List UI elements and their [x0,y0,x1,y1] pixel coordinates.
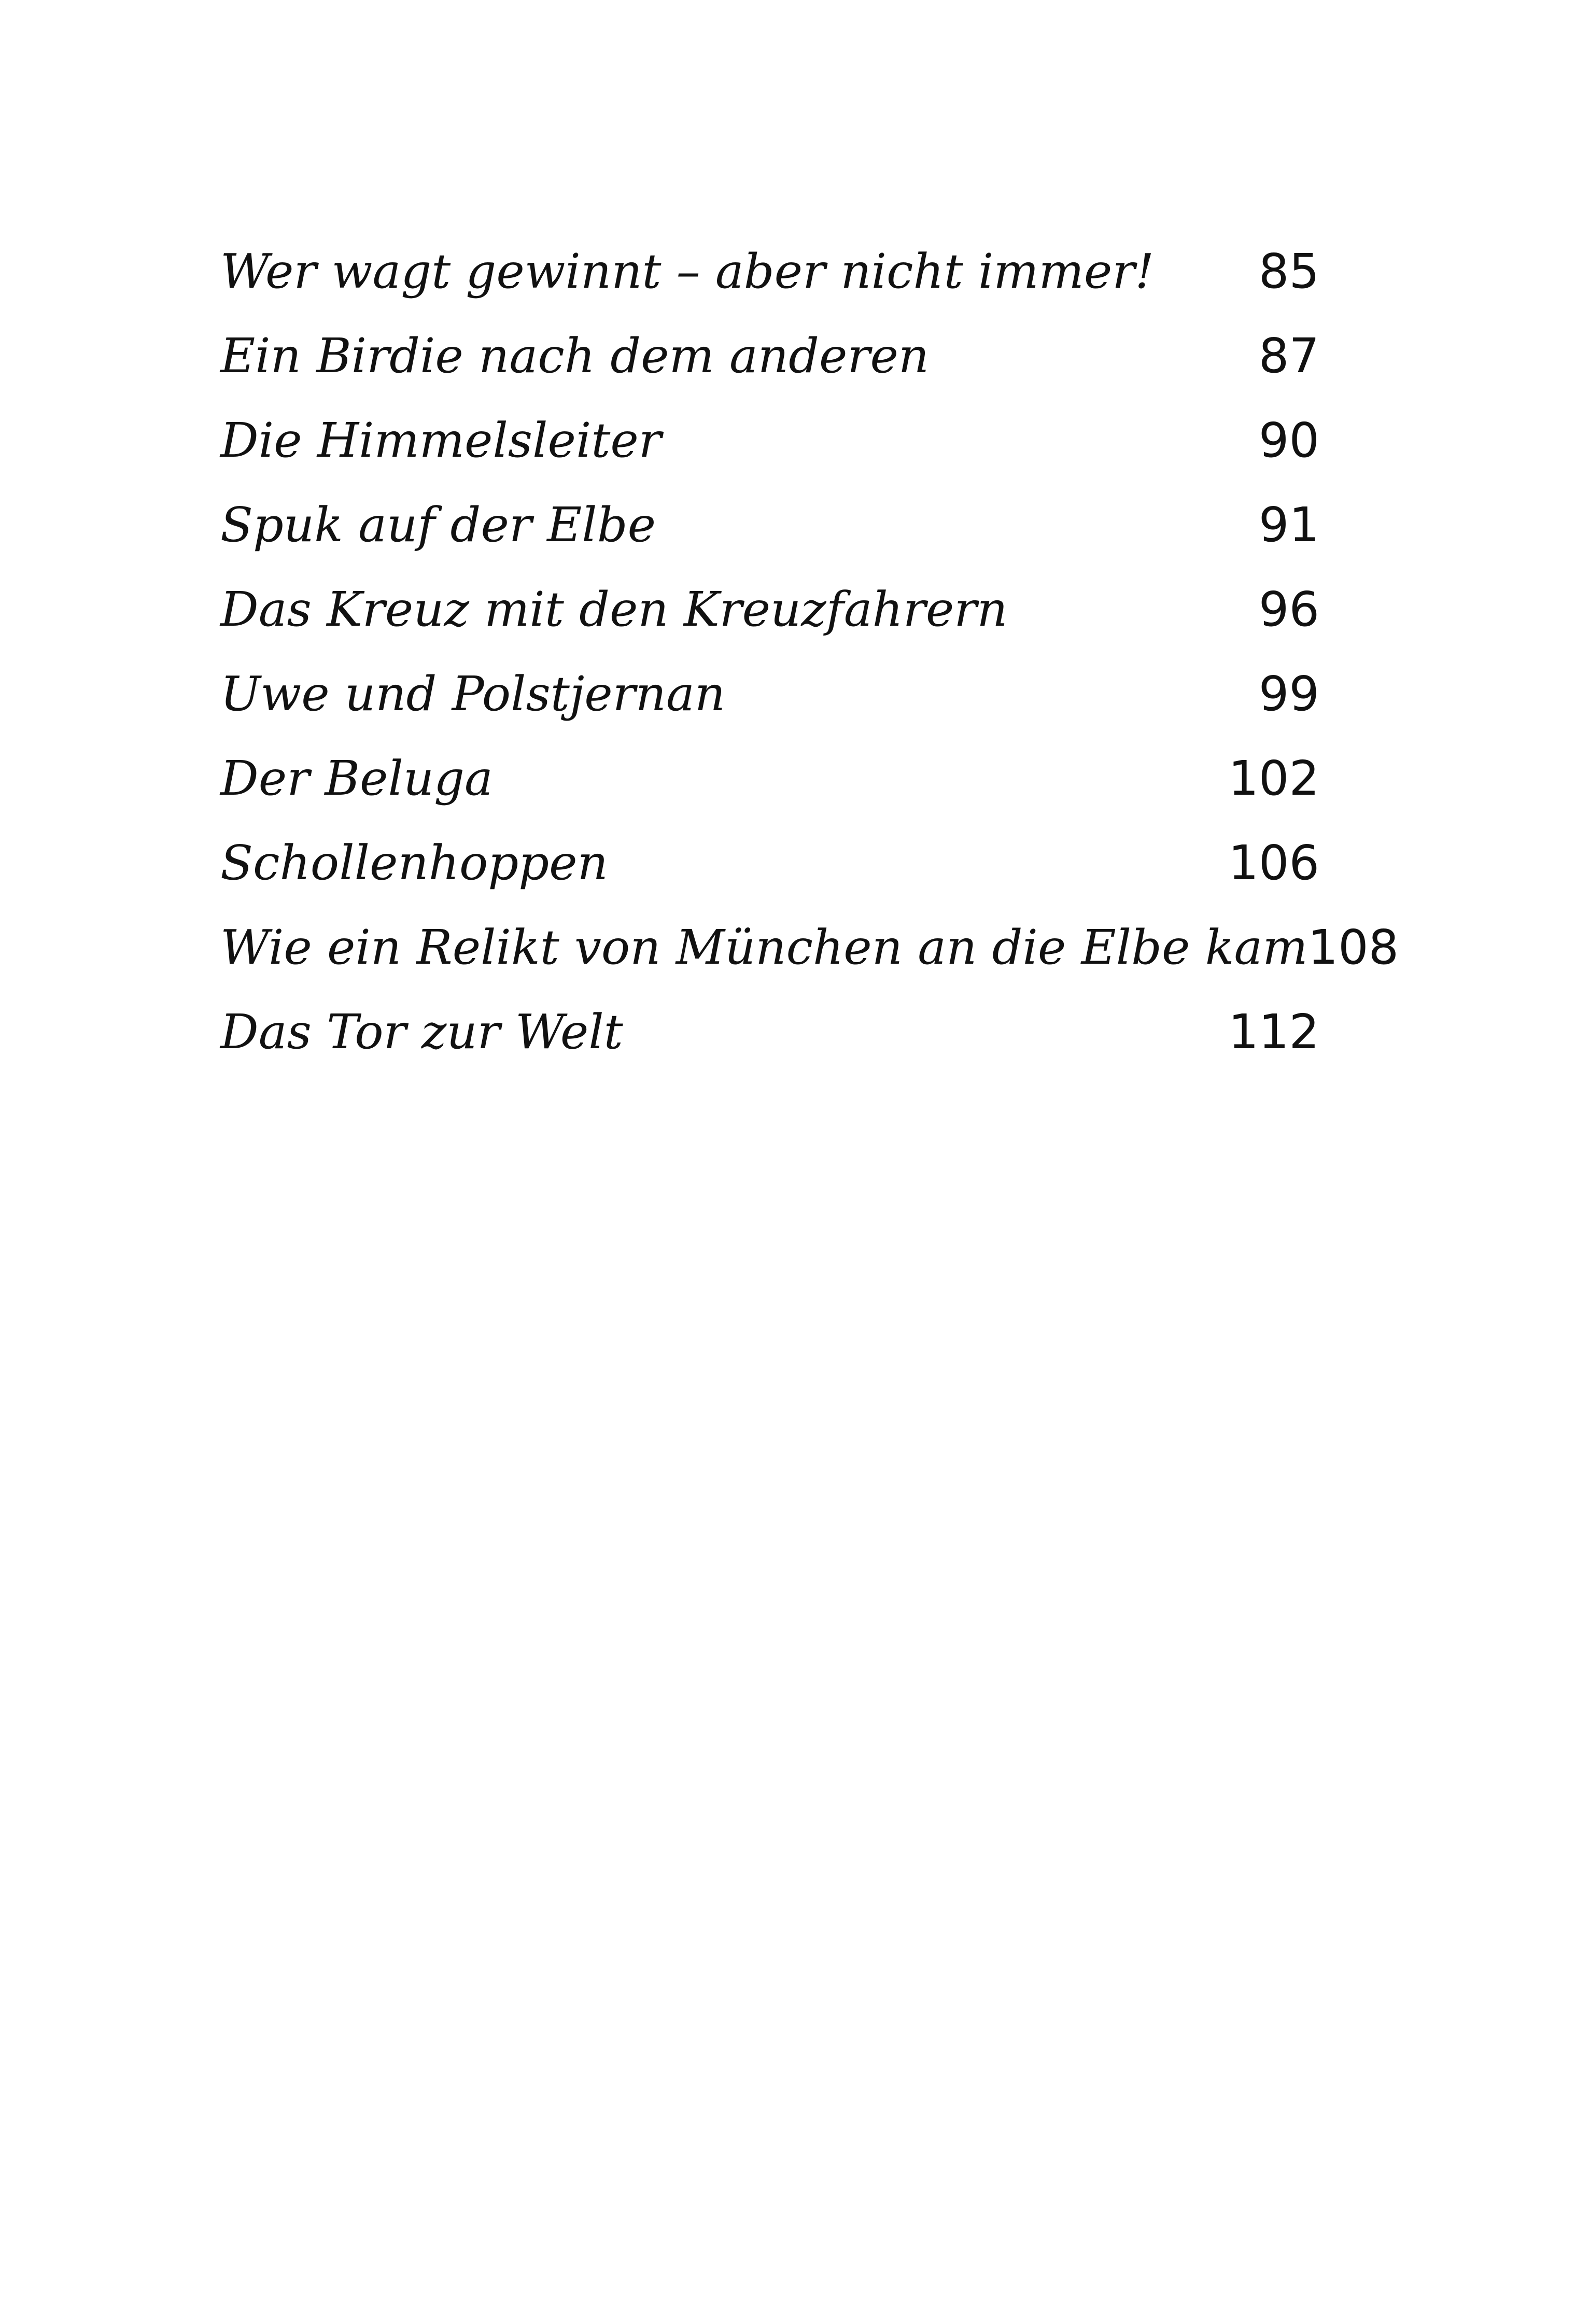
toc-entry-title: Uwe und Polstjernan [220,666,726,722]
toc-entry-page-number: 85 [1258,244,1319,299]
toc-entry-title: Schollenhoppen [220,835,608,891]
toc-entry-title: Das Kreuz mit den Kreuzfahrern [220,582,1008,637]
toc-entry-title: Wie ein Relikt von München an die Elbe kam [220,920,1308,975]
toc-entry-title: Die Himmelsleiter [220,413,662,468]
toc-entry [220,835,1319,920]
toc-entry-title: Wer wagt gewinnt – aber nicht immer! [220,244,1155,299]
toc-entry-page-number: 99 [1258,666,1319,722]
toc-entry-title: Das Tor zur Welt [220,1004,623,1060]
toc-entry-title: Der Beluga [220,751,493,806]
toc-entry [220,1004,1319,1089]
toc-entry [220,413,1319,497]
toc-entry [220,666,1319,751]
toc-entry-title: Ein Birdie nach dem anderen [220,328,930,384]
toc-entry-page-number: 112 [1228,1004,1319,1060]
toc-entry-page-number: 108 [1307,920,1399,975]
toc-entry-page-number: 87 [1258,328,1319,384]
toc-entry-page-number: 106 [1228,835,1319,891]
toc-entry [220,751,1319,835]
toc-entry [220,920,1399,1004]
toc-entry-page-number: 90 [1258,413,1319,468]
toc-entry-title: Spuk auf der Elbe [220,497,656,553]
toc-entry-page-number: 96 [1258,582,1319,637]
toc-entry [220,328,1319,413]
table-of-contents [220,244,1399,1089]
toc-entry [220,244,1319,328]
toc-entry [220,497,1319,582]
toc-entry-page-number: 102 [1228,751,1319,806]
toc-entry-page-number: 91 [1258,497,1319,553]
toc-entry [220,582,1319,666]
